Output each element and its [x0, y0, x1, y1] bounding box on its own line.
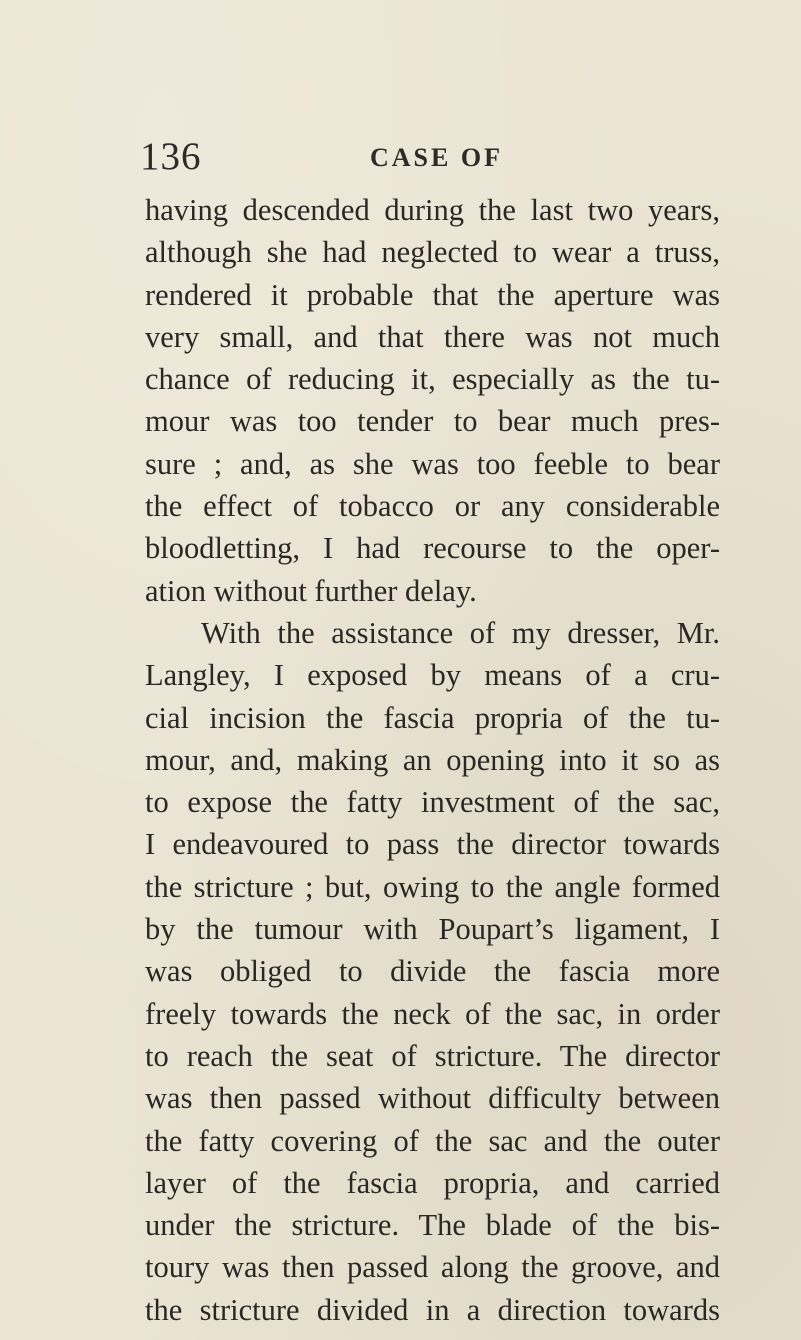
paragraph-end-line: ation without further delay. [145, 573, 477, 608]
text-line: having descended during the last two years, [145, 193, 720, 227]
text-line: although she had neglected to wear a truss, [145, 235, 720, 270]
text-line: sure ; and, as she was too feeble to bear [145, 446, 720, 481]
text-line: very small, and that there was not much [145, 319, 720, 354]
text-line: layer of the fascia propria, and carried [145, 1165, 720, 1200]
text-line: under the stricture. The blade of the bis- [145, 1208, 720, 1243]
text-line: the stricture divided in a direction towards [145, 1292, 720, 1327]
paragraph-start-line: With the assistance of my dresser, Mr. [201, 615, 720, 650]
running-head [140, 132, 700, 182]
text-line: to expose the fatty investment of the sac, [145, 785, 720, 820]
page-number: 136 [140, 135, 202, 178]
text-line: by the tumour with Poupart’s ligament, I [145, 912, 720, 947]
text-line: to reach the seat of stricture. The director [145, 1038, 720, 1073]
text-line: mour, and, making an opening into it so as [145, 742, 720, 777]
text-line: the stricture ; but, owing to the angle formed [145, 869, 720, 904]
text-line: the fatty covering of the sac and the outer [145, 1123, 720, 1158]
text-line: the effect of tobacco or any considerable [145, 489, 720, 524]
text-line: was then passed without difficulty between [145, 1081, 720, 1116]
text-line: rendered it probable that the aperture was [145, 277, 720, 312]
running-title: CASE OF [370, 143, 503, 172]
text-line: toury was then passed along the groove, and [145, 1250, 720, 1285]
text-line: Langley, I exposed by means of a cru- [145, 658, 720, 693]
body-text [145, 189, 720, 1331]
text-line: chance of reducing it, especially as the tu- [145, 362, 720, 397]
text-line: was obliged to divide the fascia more [145, 954, 720, 989]
text-line: I endeavoured to pass the director towards [145, 827, 720, 862]
text-line: bloodletting, I had recourse to the oper- [145, 531, 720, 566]
text-line: freely towards the neck of the sac, in order [145, 996, 720, 1031]
text-line: cial incision the fascia propria of the tu- [145, 700, 720, 735]
text-line: mour was too tender to bear much pres- [145, 404, 720, 439]
